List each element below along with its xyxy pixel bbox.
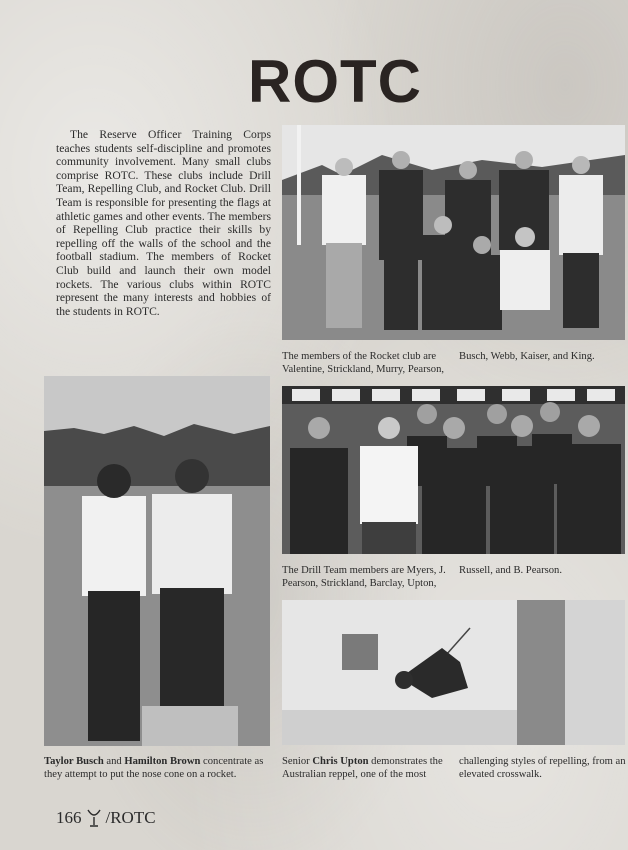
rocket-club-caption-col1: The members of the Rocket club are Valentine, Strickland, Murry, Pearson, <box>282 351 445 375</box>
drill-team-caption-col2: Russell, and B. Pearson. <box>459 565 562 576</box>
drill-team-caption-col1: The Drill Team members are Myers, J. Pearson, Strickland, Barclay, Upton, <box>282 565 446 589</box>
intro-paragraph: The Reserve Officer Training Corps teaches students self-discipline and promotes community involvement. Many small clubs comprise ROTC. These clubs include Drill Team, Repelling Club, and Rocket Club. Drill Team is responsible for presenting the flags at athletic games and other events. The members of Repelling Club practice their skills by repelling off the walls of the school and the football stadium. The members of Rocket Club build and launch their own model rockets. The various clubs within ROTC represent the many interests and hobbies of the students in ROTC. <box>56 128 271 318</box>
caption-name-busch: Taylor Busch <box>44 756 104 767</box>
page-number: 166 <box>56 808 82 827</box>
drill-team-photo <box>282 386 625 554</box>
caption-and: and <box>103 756 125 767</box>
repelling-caption-col1 <box>282 755 450 781</box>
caption-rest: concentrate as they attempt to put the nose cone on a rocket. <box>44 756 264 780</box>
caption-rest: demonstrates the Australian reppel, one of the most <box>282 756 443 780</box>
rocket-club-photo <box>282 125 625 340</box>
repelling-caption-col2: challenging styles of repelling, from an elevated crosswalk. <box>459 756 626 780</box>
repelling-photo <box>282 600 625 745</box>
rocket-nose-cone-photo <box>44 376 270 746</box>
page-title: ROTC <box>248 48 422 115</box>
caption-prefix: Senior <box>282 756 313 767</box>
rocket-club-caption-col2: Busch, Webb, Kaiser, and King. <box>459 351 595 362</box>
caption-name-upton: Chris Upton <box>312 756 369 767</box>
rocket-nose-cone-caption <box>44 755 274 781</box>
page-footer <box>56 808 156 828</box>
caption-name-brown: Hamilton Brown <box>124 756 201 767</box>
goblet-icon <box>86 808 102 828</box>
section-name: /ROTC <box>105 808 156 827</box>
